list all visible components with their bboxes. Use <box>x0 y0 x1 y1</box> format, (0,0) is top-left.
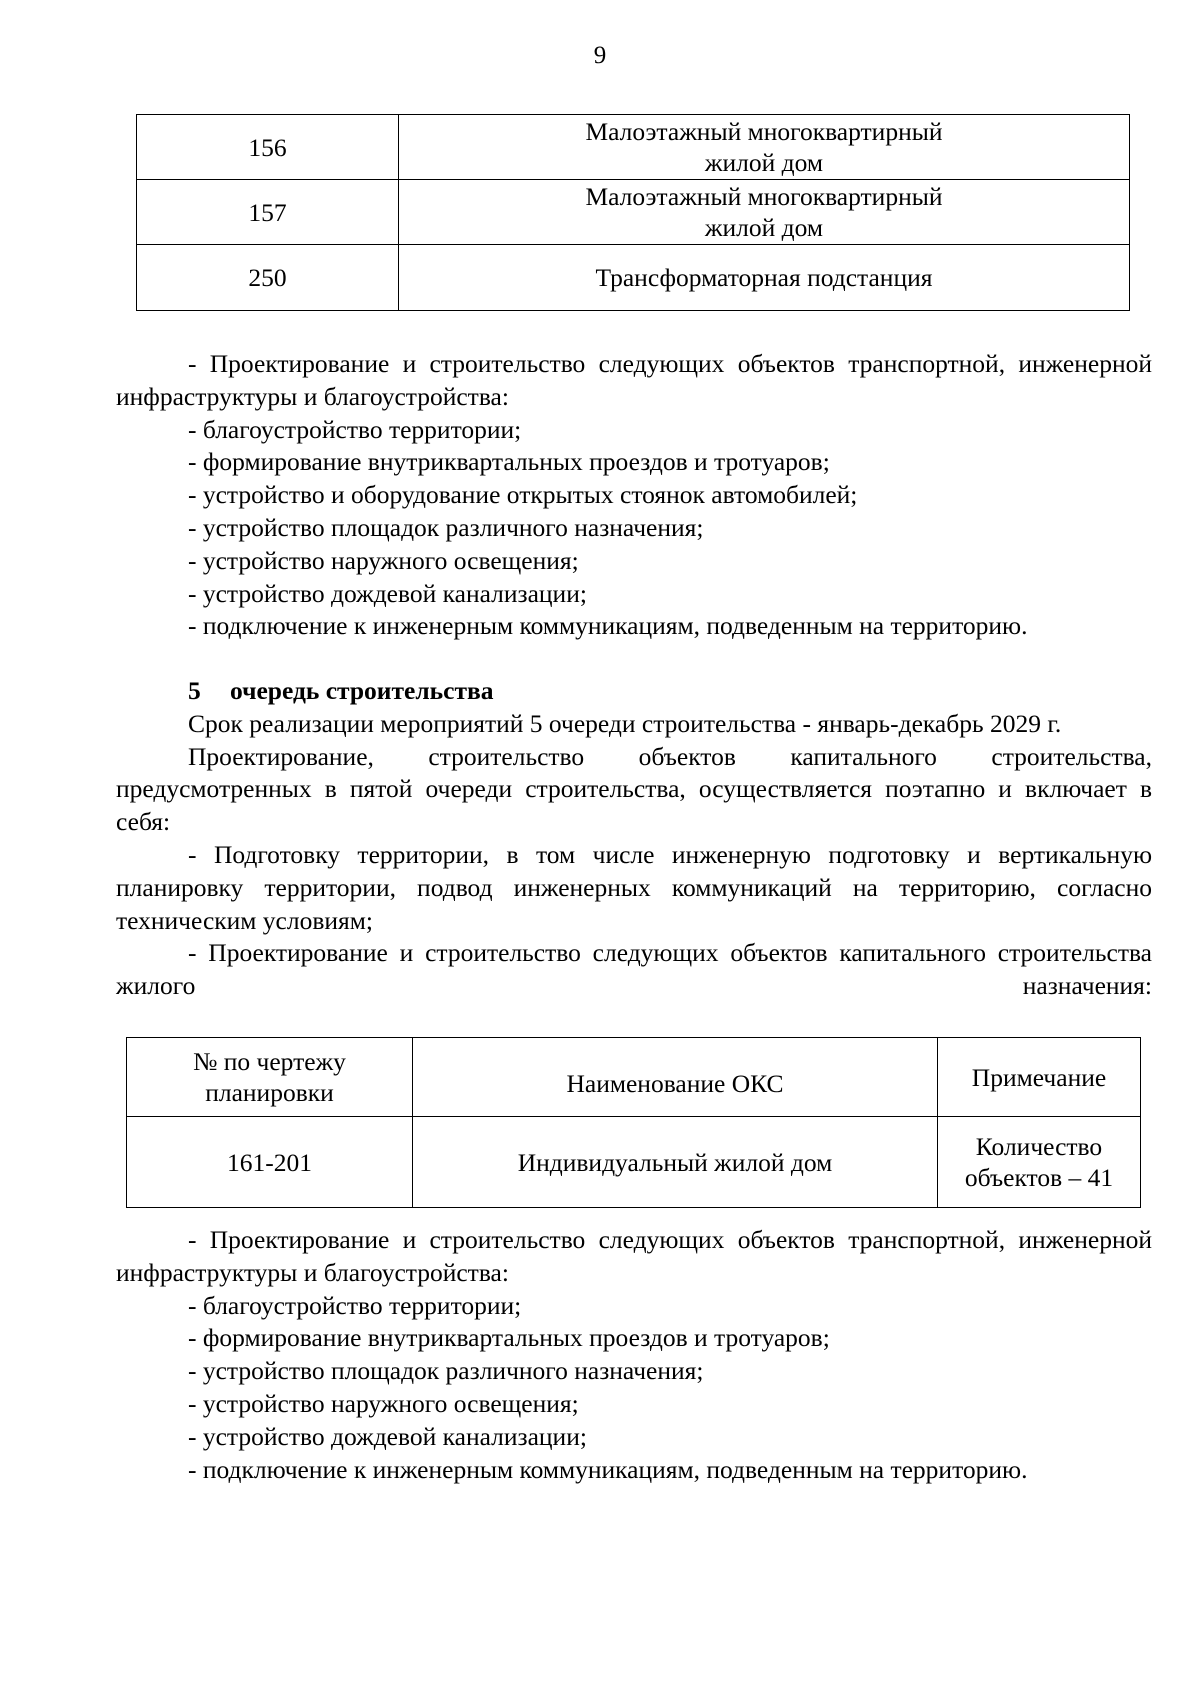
list-item: - подключение к инженерным коммуникациям, подведенным на территорию. <box>188 1454 1028 1484</box>
objects-table-top <box>136 114 1130 311</box>
paragraph: - Проектирование и строительство следующих объектов капитального строительства жилого назначения: <box>116 938 1152 1001</box>
list-item: - устройство дождевой канализации; <box>188 578 587 608</box>
object-number: 156 <box>137 115 399 180</box>
objects-table-bottom <box>126 1037 1141 1208</box>
object-number: 250 <box>137 245 399 311</box>
list-item: - благоустройство территории; <box>188 1290 522 1320</box>
column-header: № по чертежу планировки <box>127 1038 413 1117</box>
object-note: Количество объектов – 41 <box>938 1117 1141 1208</box>
list-item: - устройство и оборудование открытых стоянок автомобилей; <box>188 480 858 510</box>
list-item: - устройство площадок различного назначения; <box>188 1356 704 1386</box>
list-item: - устройство наружного освещения; <box>188 1388 579 1418</box>
list-item: - формирование внутриквартальных проездов и тротуаров; <box>188 447 830 477</box>
column-header: Примечание <box>938 1038 1141 1117</box>
table-row <box>137 180 1130 245</box>
infrastructure-section-1 <box>116 348 1152 643</box>
object-name: Малоэтажный многоквартирный жилой дом <box>399 180 1130 245</box>
paragraph: Срок реализации мероприятий 5 очереди строительства - январь-декабрь 2029 г. <box>188 708 1062 738</box>
list-item: - устройство наружного освещения; <box>188 545 579 575</box>
list-item: - подключение к инженерным коммуникациям, подведенным на территорию. <box>188 611 1028 641</box>
list-item: - формирование внутриквартальных проездов и тротуаров; <box>188 1323 830 1353</box>
infrastructure-section-2 <box>116 1224 1152 1486</box>
object-number: 157 <box>137 180 399 245</box>
column-header: Наименование ОКС <box>413 1038 938 1117</box>
object-name: Индивидуальный жилой дом <box>413 1117 938 1208</box>
list-item: - благоустройство территории; <box>188 414 522 444</box>
object-number: 161-201 <box>127 1117 413 1208</box>
list-item: - устройство площадок различного назначения; <box>188 512 704 542</box>
table-row <box>137 245 1130 311</box>
paragraph: - Проектирование и строительство следующих объектов транспортной, инженерной инфраструктуры и благоустройства: <box>116 1225 1152 1287</box>
table-header-row <box>127 1038 1141 1117</box>
section-heading: 5 очередь строительства <box>188 676 494 705</box>
table-row <box>137 115 1130 180</box>
list-item: - устройство дождевой канализации; <box>188 1421 587 1451</box>
paragraph: - Проектирование и строительство следующих объектов транспортной, инженерной инфраструктуры и благоустройства: <box>116 349 1152 411</box>
paragraph: Проектирование, строительство объектов капитального строительства, предусмотренных в пятой очереди строительства, осуществляется поэтапно и включает в себя: <box>116 741 1152 837</box>
table-row <box>127 1117 1141 1208</box>
page-number: 9 <box>593 42 607 69</box>
stage-5-section <box>116 675 1152 1003</box>
object-name: Малоэтажный многоквартирный жилой дом <box>399 115 1130 180</box>
object-name: Трансформаторная подстанция <box>399 245 1130 311</box>
paragraph: - Подготовку территории, в том числе инженерную подготовку и вертикальную планировку территории, подвод инженерных коммуникаций на территорию, согласно техническим условиям; <box>116 839 1152 935</box>
